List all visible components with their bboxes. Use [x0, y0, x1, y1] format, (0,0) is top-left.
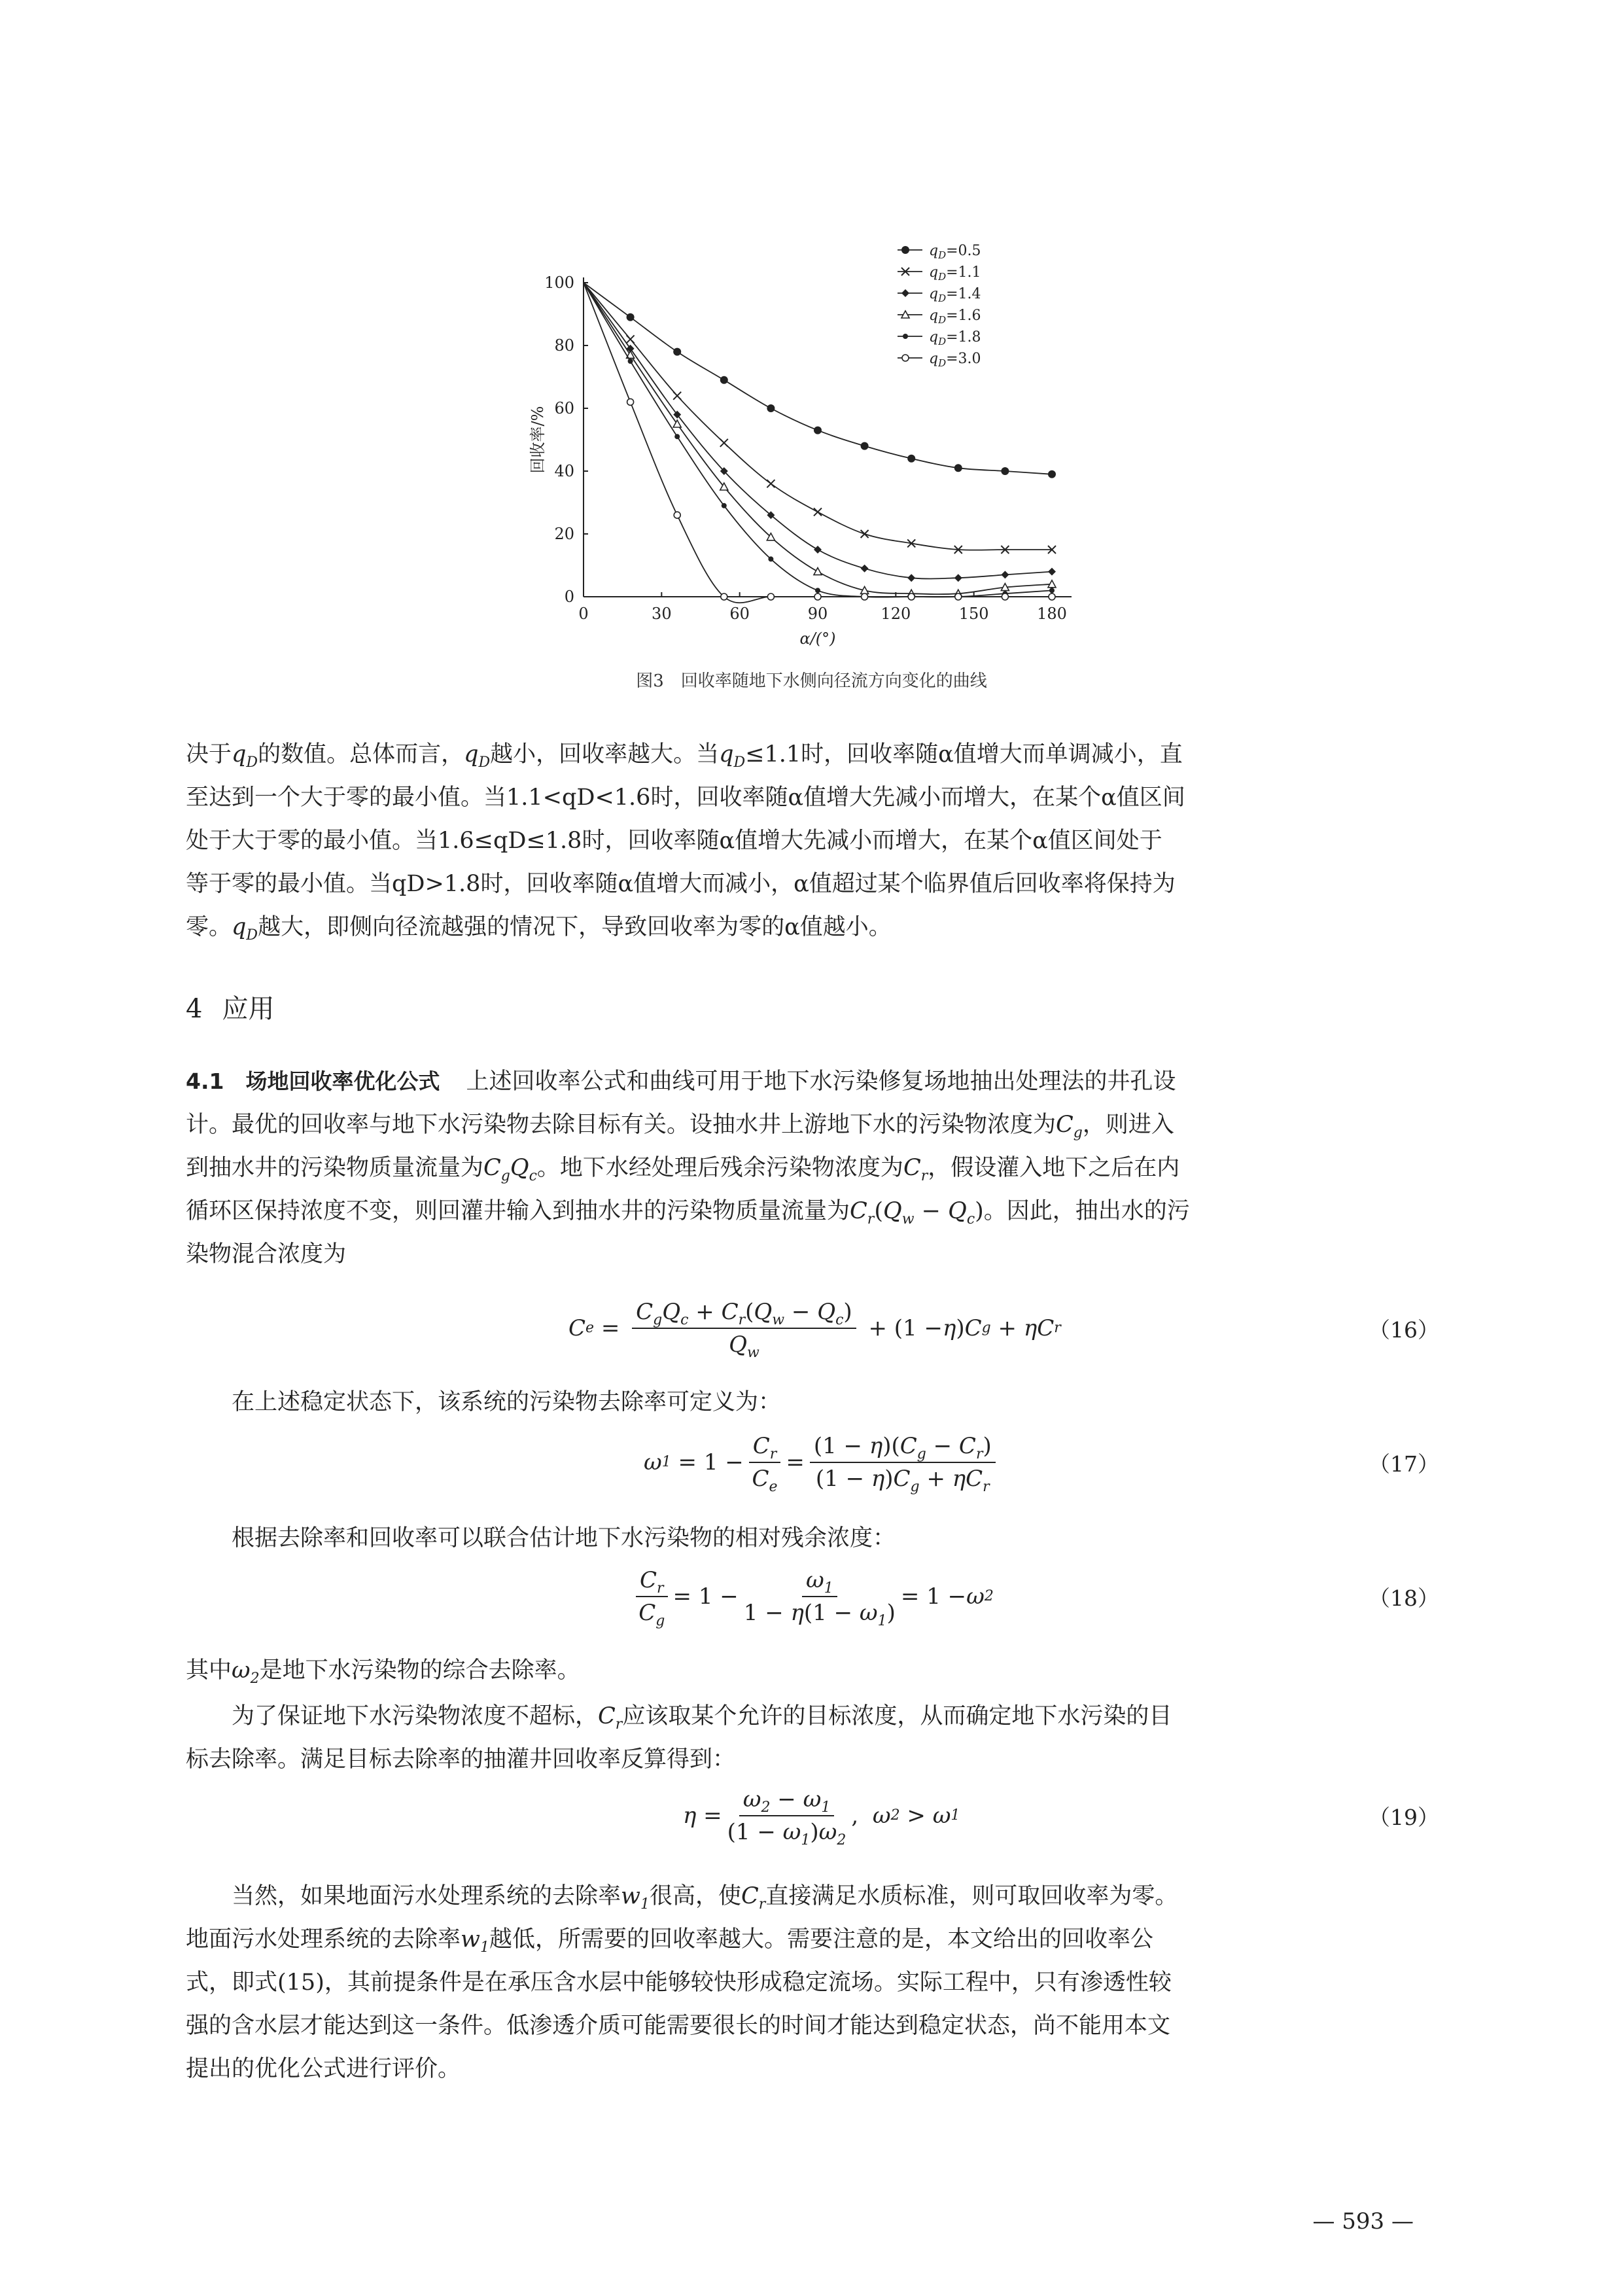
figure-3 — [510, 236, 1112, 694]
equation-number: （19） — [1369, 1804, 1439, 1830]
y-tick-label: 60 — [554, 399, 574, 417]
data-point — [722, 503, 727, 508]
data-point — [862, 593, 868, 600]
data-point — [767, 593, 774, 600]
data-point — [673, 420, 681, 427]
text-line: 式，即式(15)，其前提条件是在承压含水层中能够较快形成稳定流场。实际工程中，只有渗透性较 — [186, 1969, 1172, 1996]
data-point — [814, 546, 822, 554]
text-line: 地面污水处理系统的去除率$w_1$越低，所需要的回收率越大。需要注意的是，本文给出的回收率公 — [186, 1926, 1153, 1956]
x-tick-label: 90 — [807, 605, 828, 623]
data-point — [674, 512, 680, 518]
x-axis-label: α/(°) — [799, 629, 836, 648]
data-point — [814, 427, 822, 434]
y-tick-label: 80 — [554, 336, 574, 355]
legend-entry: $q_D=3.0$ — [929, 351, 981, 369]
text-line: 为了保证地下水污染物浓度不超标，$C_r$应该取某个允许的目标浓度，从而确定地下水污染的目 — [232, 1703, 1172, 1733]
y-axis-label: 回收率/% — [529, 406, 547, 474]
data-point — [861, 442, 869, 450]
legend-marker — [903, 334, 908, 339]
equation-17: ω 1 = 1 − $\frac{C_r}{C_e}$ = $\frac{(1 - \eta)(C_g - C_r)}{(1 - \eta)C_g + \eta C_r}$ （17） — [186, 1426, 1439, 1498]
paragraph-subsection-4-1 — [186, 1060, 1439, 1276]
text-line: 至达到一个大于零的最小值。当1.1<qD<1.6时，回收率随α值增大先减小而增大，在某个α值区间 — [186, 785, 1185, 811]
y-tick-label: 0 — [564, 588, 574, 606]
text-line: 染物混合浓度为 — [186, 1241, 347, 1267]
recovery-rate-chart — [510, 236, 1112, 694]
data-point — [767, 480, 775, 487]
data-point — [814, 568, 822, 575]
data-point — [1002, 593, 1008, 600]
data-point — [814, 508, 822, 516]
data-point — [861, 530, 869, 538]
data-point — [1001, 467, 1009, 475]
data-point — [674, 434, 680, 439]
data-point — [954, 574, 962, 582]
data-point — [627, 313, 635, 321]
text-line: 到抽水井的污染物质量流量为$C_gQ_c$。地下水经处理后残余污染物浓度为$C_r$，假设灌入地下之后在内 — [186, 1155, 1180, 1184]
section-heading: 4 应用 — [186, 994, 275, 1024]
data-point — [627, 398, 634, 405]
equation-16: C e = $\frac{C_gQ_c + C_r(Q_w - Q_c)}{Q_w}$ + (1 − η ) C g + ηC r （16） — [186, 1292, 1439, 1364]
data-point — [720, 376, 728, 384]
page-number: — 593 — — [1312, 2208, 1414, 2234]
data-point — [627, 335, 635, 343]
text-line: 提出的优化公式进行评价。 — [186, 2056, 461, 2082]
x-tick-label: 60 — [729, 605, 750, 623]
data-point — [907, 574, 915, 582]
text-line: 处于大于零的最小值。当1.6≤qD≤1.8时，回收率随α值增大先减小而增大，在某个α值区间处于 — [186, 828, 1162, 854]
paragraph-qd-discussion — [186, 733, 1439, 949]
data-point — [1049, 588, 1055, 593]
text-after-eq18: 其中$\omega_2$是地下水污染物的综合去除率。 — [186, 1657, 580, 1687]
y-tick-label: 20 — [554, 525, 574, 543]
legend-marker — [901, 246, 909, 254]
data-point — [768, 556, 773, 561]
series-line-2 — [584, 283, 1052, 550]
data-point — [767, 404, 775, 412]
legend-entry: $q_D=1.4$ — [929, 286, 981, 304]
data-point — [673, 348, 681, 356]
data-point — [720, 439, 728, 447]
data-point — [673, 392, 681, 400]
y-tick-label: 100 — [544, 274, 574, 292]
paragraph-target-concentration — [186, 1695, 1439, 1781]
legend-marker — [901, 289, 909, 297]
text-line: 决于$q_D$的数值。总体而言，$q_D$越小，回收率越大。当$q_D\le 1.1$时，回收率随α值增大而单调减小，直 — [186, 741, 1183, 771]
x-tick-label: 150 — [958, 605, 989, 623]
data-point — [861, 565, 869, 573]
data-point — [955, 593, 962, 600]
data-point — [814, 593, 821, 600]
equation-number: （17） — [1369, 1451, 1439, 1477]
data-point — [721, 593, 727, 600]
x-tick-label: 180 — [1037, 605, 1067, 623]
equation-19: η = $\frac{\omega_2 - \omega_1}{(1 - \omega_1)\omega_2}$ , ω 2 > ω 1 （19） — [186, 1780, 1439, 1852]
data-point — [628, 359, 633, 364]
text-before-eq17: 在上述稳定状态下，该系统的污染物去除率可定义为： — [232, 1389, 782, 1415]
text-line: 零。$q_D$越大，即侧向径流越强的情况下，导致回收率为零的α值越小。 — [186, 914, 892, 944]
text-line: 4.1 场地回收率优化公式 上述回收率公式和曲线可用于地下水污染修复场地抽出处理法的井孔设 — [186, 1069, 1176, 1095]
equation-number: （18） — [1369, 1585, 1439, 1611]
equation-number: （16） — [1369, 1316, 1439, 1343]
subsection-heading: 4.1 场地回收率优化公式 — [186, 1069, 440, 1094]
x-tick-label: 30 — [652, 605, 672, 623]
data-point — [815, 588, 820, 593]
data-point — [1048, 470, 1056, 478]
paragraph-conclusion — [186, 1875, 1439, 2091]
text-line: 强的含水层才能达到这一条件。低渗透介质可能需要很长的时间才能达到稳定状态，尚不能用本文 — [186, 2013, 1171, 2039]
series-line-1 — [584, 283, 1052, 474]
figure-caption: 图3 回收率随地下水侧向径流方向变化的曲线 — [636, 671, 987, 691]
legend-entry: $q_D=1.8$ — [929, 329, 981, 347]
text-line: 当然，如果地面污水处理系统的去除率$w_1$很高，使$C_r$直接满足水质标准，则可取回收率为零。 — [232, 1883, 1178, 1913]
equation-18: $\frac{C_r}{C_g}$ = 1 − $\frac{\omega_1}{1 - \eta(1 - \omega_1)}$ = 1 − ω 2 （18） — [186, 1561, 1439, 1633]
data-point — [908, 593, 915, 600]
legend-marker — [902, 355, 909, 361]
text-line: 循环区保持浓度不变，则回灌井输入到抽水井的污染物质量流量为$C_r(Q_w - Q_c)$。因此，抽出水的污 — [186, 1198, 1190, 1227]
data-point — [1049, 593, 1055, 600]
legend-entry: $q_D=1.6$ — [929, 308, 981, 326]
text-before-eq18: 根据去除率和回收率可以联合估计地下水污染物的相对残余浓度： — [232, 1525, 896, 1551]
text-line: 计。最优的回收率与地下水污染物去除目标有关。设抽水井上游地下水的污染物浓度为$C_g$，则进入 — [186, 1112, 1174, 1141]
x-tick-label: 0 — [578, 605, 589, 623]
y-tick-label: 40 — [554, 462, 574, 480]
data-point — [1048, 568, 1056, 576]
text-line: 标去除率。满足目标去除率的抽灌井回收率反算得到： — [186, 1746, 736, 1773]
series-line-6 — [584, 283, 1052, 603]
text-line: 等于零的最小值。当qD>1.8时，回收率随α值增大而减小，α值超过某个临界值后回收率将保持为 — [186, 871, 1176, 897]
x-tick-label: 120 — [881, 605, 911, 623]
legend-entry: $q_D=1.1$ — [929, 264, 981, 283]
data-point — [907, 455, 915, 463]
legend-entry: $q_D=0.5$ — [929, 243, 981, 261]
data-point — [1001, 571, 1009, 578]
data-point — [954, 464, 962, 472]
